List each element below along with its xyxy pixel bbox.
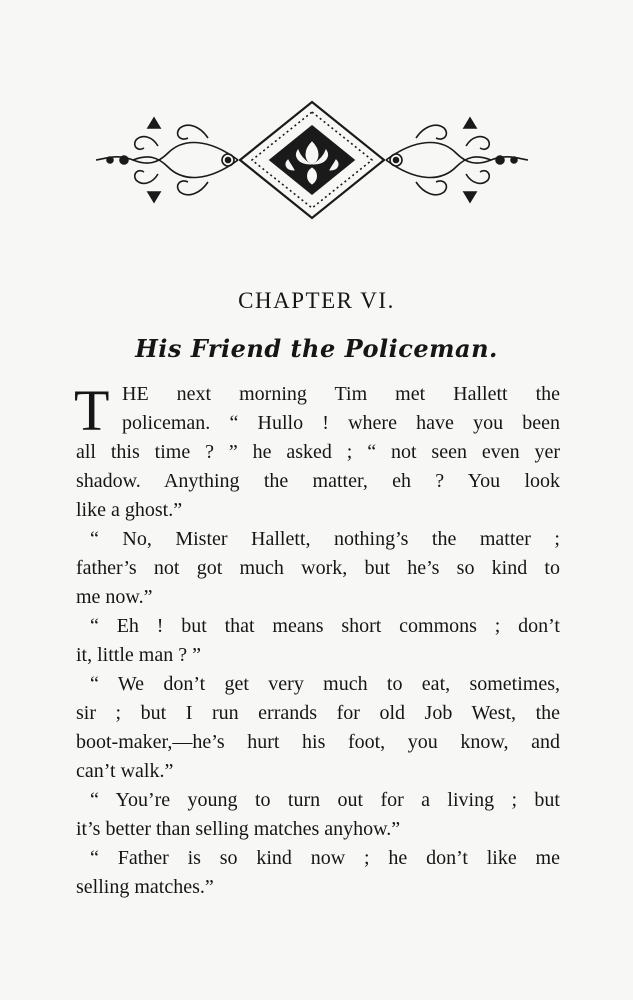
- chapter-title: His Friend the Policeman.: [135, 334, 498, 363]
- text-line-12: sir ; but I run errands for old Job West, the: [76, 702, 560, 724]
- chapter-body-text: [76, 380, 560, 902]
- decorative-headpiece-ornament: [88, 98, 536, 222]
- text-line-15: “ You’re young to turn out for a living ; but: [90, 789, 560, 811]
- text-line-5: like a ghost.”: [76, 499, 183, 521]
- chapter-number-heading: CHAPTER VI.: [238, 288, 395, 313]
- text-line-14: can’t walk.”: [76, 760, 174, 782]
- text-line-16: it’s better than selling matches anyhow.”: [76, 818, 401, 840]
- text-line-13: boot-maker,—he’s hurt his foot, you know, and: [76, 731, 560, 753]
- text-line-3: all this time ? ” he asked ; “ not seen even yer: [76, 441, 560, 463]
- drop-cap-letter: T: [74, 378, 110, 443]
- text-line-7: father’s not got much work, but he’s so kind to: [76, 557, 560, 579]
- text-line-4: shadow. Anything the matter, eh ? You look: [76, 470, 560, 492]
- text-line-6: “ No, Mister Hallett, nothing’s the matter ;: [90, 528, 560, 550]
- text-line-18: selling matches.”: [76, 876, 214, 898]
- text-line-2: policeman. “ Hullo ! where have you been: [122, 412, 560, 434]
- text-line-9: “ Eh ! but that means short commons ; don’t: [90, 615, 560, 637]
- text-line-8: me now.”: [76, 586, 153, 608]
- text-line-10: it, little man ? ”: [76, 644, 201, 666]
- text-line-1: HE next morning Tim met Hallett the: [122, 383, 560, 405]
- text-line-11: “ We don’t get very much to eat, sometimes,: [90, 673, 560, 695]
- text-line-17: “ Father is so kind now ; he don’t like me: [90, 847, 560, 869]
